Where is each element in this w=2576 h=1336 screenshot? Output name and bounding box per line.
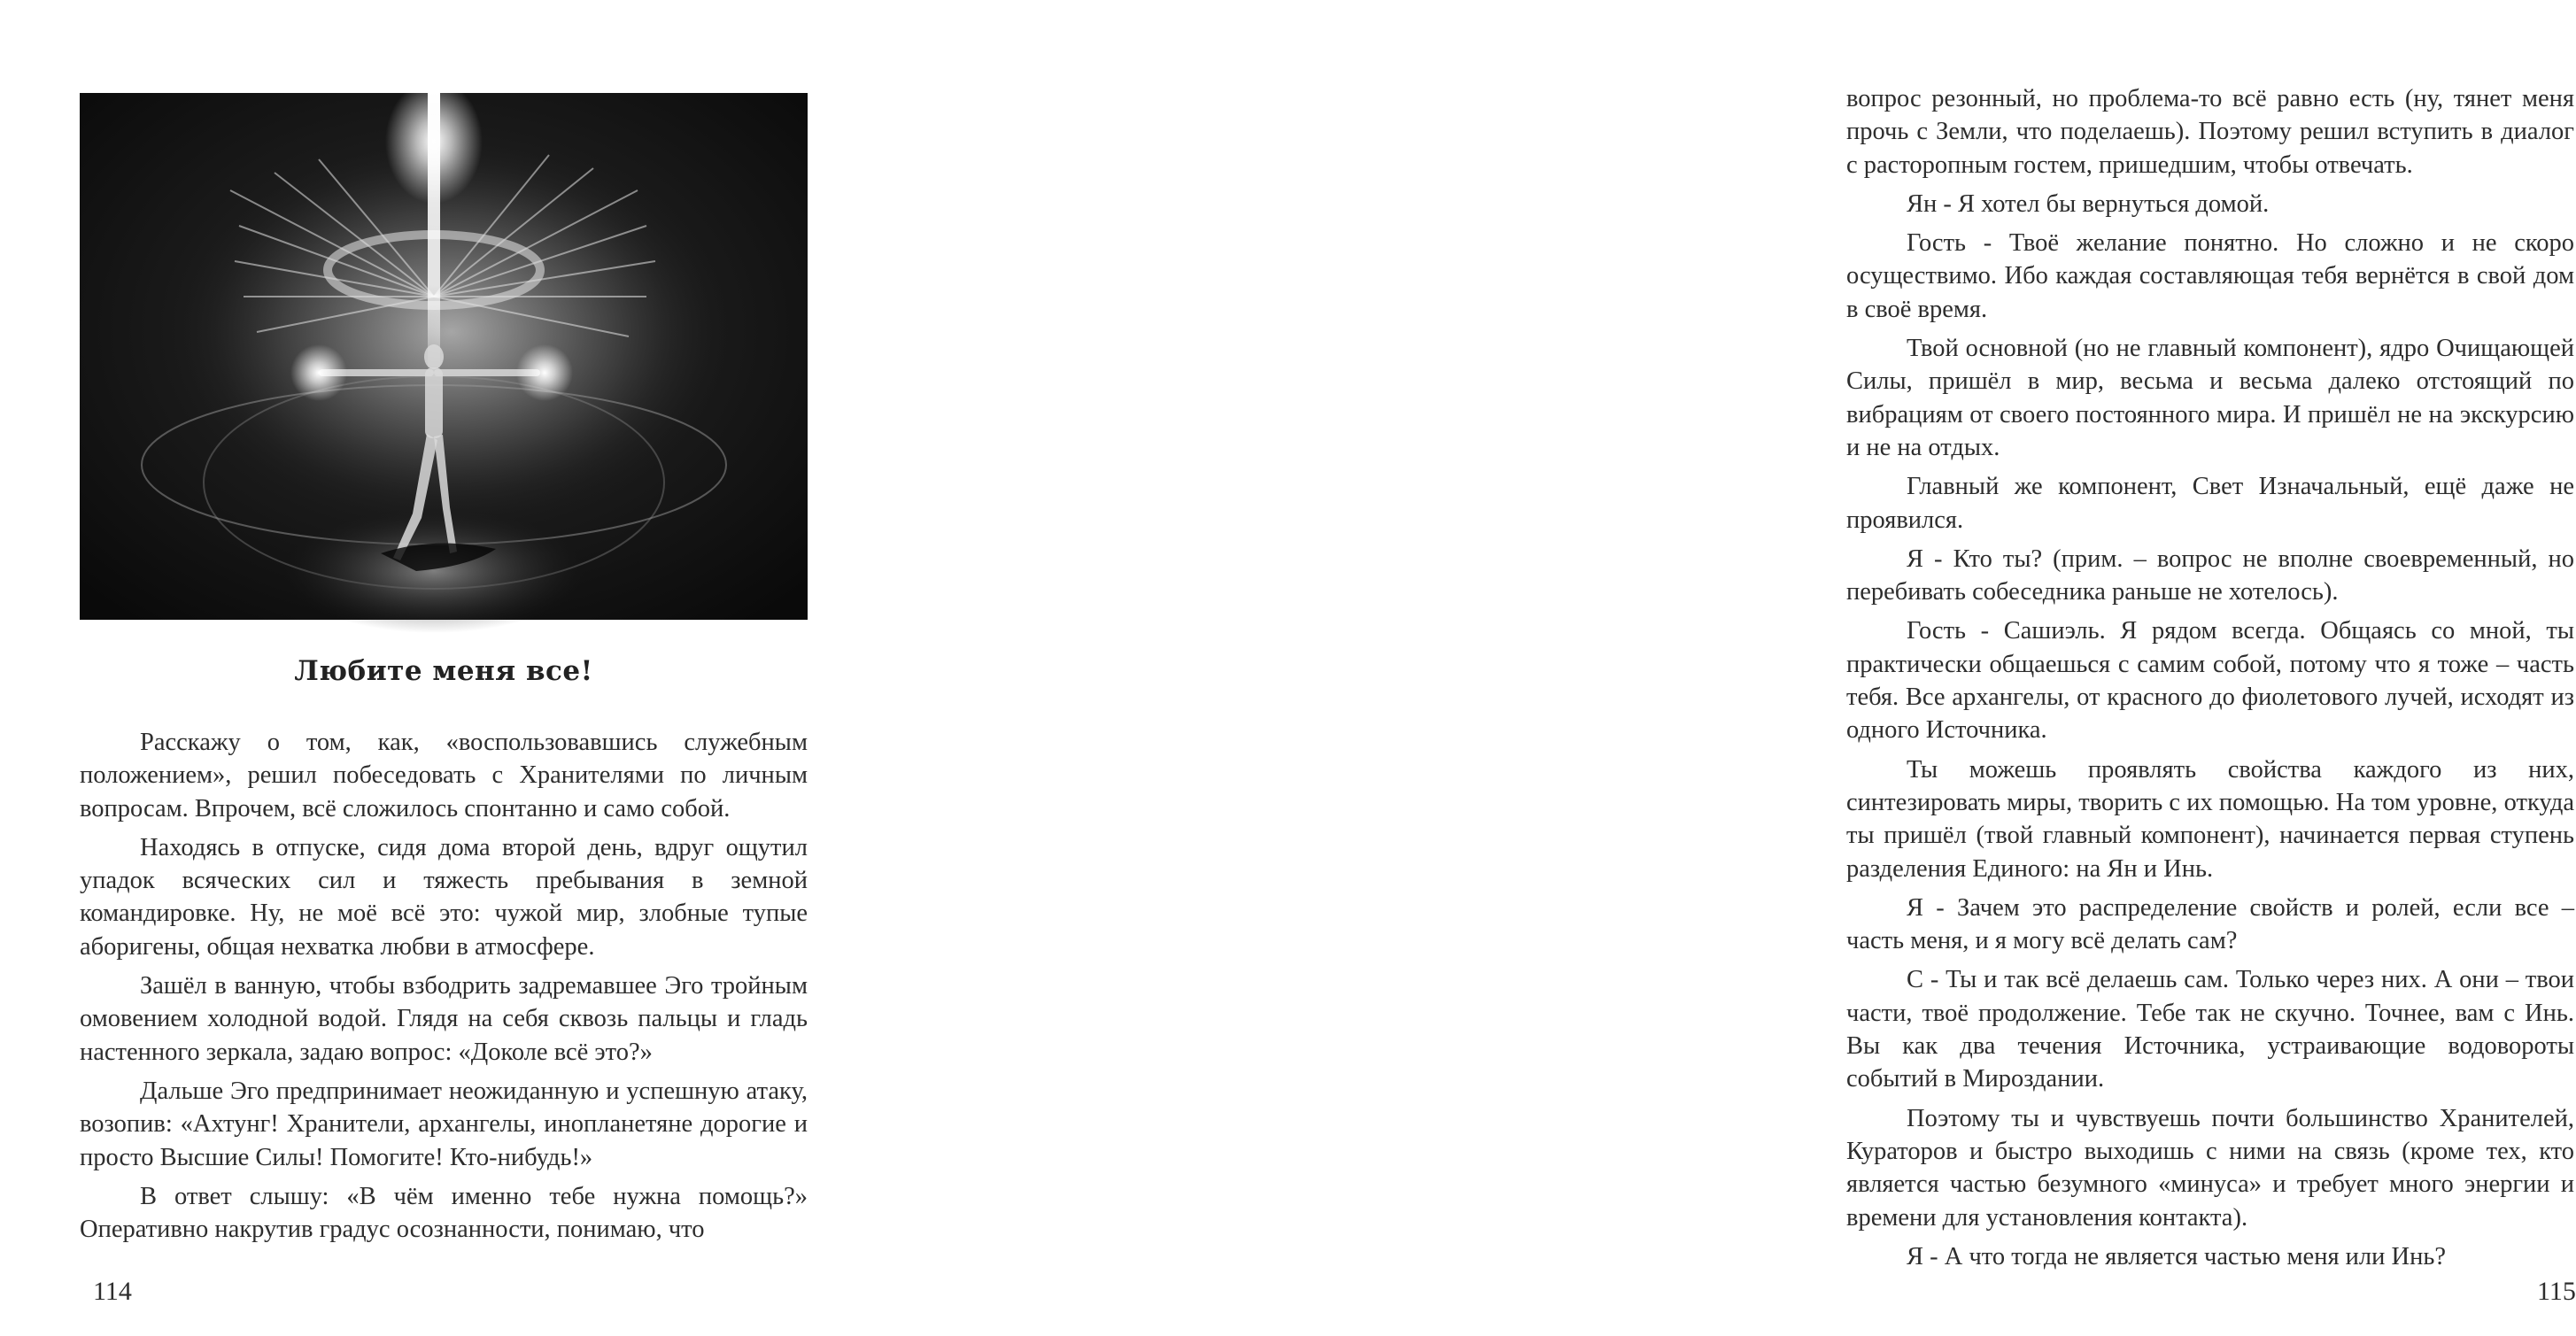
paragraph: В ответ слышу: «В чём именно тебе нужна помощь?» Оперативно накрутив градус осознанности, понимаю, что <box>80 1182 808 1244</box>
paragraph: Гость - Сашиэль. Я рядом всегда. Общаясь со мной, ты практически общаешься с самим собой, потому что я тоже – часть тебя. Все архангелы, от красного до фиолетового лучей, исходят из одного Источника. <box>1846 617 2574 745</box>
chapter-title: Любите меня все! <box>294 655 593 687</box>
paragraph: Я - Зачем это распределение свойств и ролей, если все – часть меня, и я могу всё делать сам? <box>1846 893 2574 955</box>
page-number-left: 114 <box>93 1277 132 1306</box>
page-number-right: 115 <box>2537 1277 2576 1306</box>
paragraph: Зашёл в ванную, чтобы взбодрить задремавшее Эго тройным омовением холодной водой. Глядя на себя сквозь пальцы и гладь настенного зеркала, задаю вопрос: «Доколе всё это?» <box>80 972 808 1066</box>
illustration-photo <box>80 93 808 620</box>
paragraph: Твой основной (но не главный компонент), ядро Очищающей Силы, пришёл в мир, весьма и весьма далеко отстоящий по вибрациям от своего постоянного мира. И пришёл не на экскурсию и не на отдых. <box>1846 335 2574 461</box>
right-page-text <box>1846 82 2574 1279</box>
paragraph: Ян - Я хотел бы вернуться домой. <box>1907 189 2270 218</box>
paragraph: Я - А что тогда не является частью меня или Инь? <box>1907 1242 2447 1270</box>
paragraph: Находясь в отпуске, сидя дома второй день, вдруг ощутил упадок всяческих сил и тяжесть пребывания в земной командировке. Ну, не моё всё это: чужой мир, злобные тупые аборигены, общая нехватка любви в атмосфере. <box>80 833 808 961</box>
paragraph: Расскажу о том, как, «воспользовавшись служебным положением», решил побеседовать с Хранителями по личным вопросам. Впрочем, всё сложилось спонтанно и само собой. <box>80 729 808 822</box>
paragraph: Поэтому ты и чувствуешь почти большинство Хранителей, Кураторов и быстро выходишь с ними на связь (кроме тех, кто является частью безумного «минуса» и требует много энергии и времени для установления контакта). <box>1846 1104 2574 1232</box>
paragraph: Я - Кто ты? (прим. – вопрос не вполне своевременный, но перебивать собеседника раньше не хотелось). <box>1846 544 2574 606</box>
paragraph: Дальше Эго предпринимает неожиданную и успешную атаку, возопив: «Ахтунг! Хранители, архангелы, инопланетяне дорогие и просто Высшие Силы! Помогите! Кто-нибудь!» <box>80 1077 808 1171</box>
left-page <box>0 0 886 1336</box>
paragraph: Гость - Твоё желание понятно. Но сложно и не скоро осуществимо. Ибо каждая составляющая тебя вернётся в свой дом в своё время. <box>1846 229 2574 323</box>
left-page-text <box>80 726 808 1252</box>
paragraph: вопрос резонный, но проблема-то всё равно есть (ну, тянет меня прочь с Земли, что поделаешь). Поэтому решил вступить в диалог с расторопным гостем, пришедшим, чтобы отвечать. <box>1846 85 2574 179</box>
paragraph: Главный же компонент, Свет Изначальный, ещё даже не проявился. <box>1846 473 2574 534</box>
paragraph: Ты можешь проявлять свойства каждого из них, синтезировать миры, творить с их помощью. На том уровне, откуда ты пришёл (твой главный компонент), начинается первая ступень разделения Единого: на Ян и Инь. <box>1846 755 2574 883</box>
right-page <box>886 0 2576 1336</box>
paragraph: С - Ты и так всё делаешь сам. Только через них. А они – твои части, твоё продолжение. Тебе так не скучно. Точнее, вам с Инь. Вы как два течения Источника, устраивающие водовороты событий в Мироздании. <box>1846 966 2574 1093</box>
glowing-figure-with-light-rays-icon <box>80 93 808 620</box>
